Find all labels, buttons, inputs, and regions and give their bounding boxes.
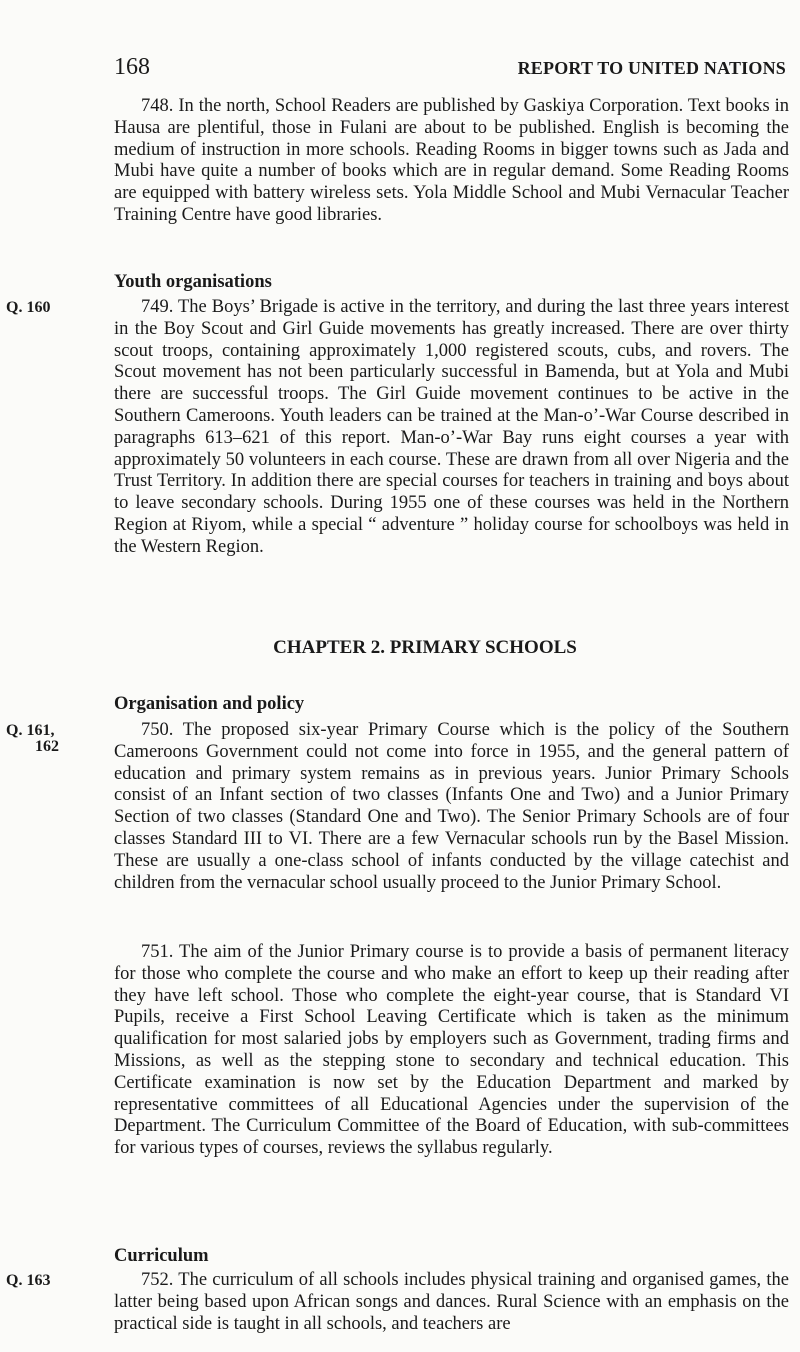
paragraph-751-text: 751. The aim of the Junior Primary course is to provide a basis of permanent literacy for those who complete the course and who make an effort to keep up their reading after they have left school. Those who complete the eight-year course, that is Standard VI Pupils, receive a First School Leaving Certificate which is taken as the minimum qualification for most salaried jobs by employers such as Government, trading firms and Missions, as well as the stepping stone to secondary and technical education. This Certificate examination is now set by the Education Department and marked by representative committees of all Educational Agencies under the supervision of the Department. The Curriculum Committee of the Board of Education, with sub-committees for various types of courses, reviews the syllabus regularly. bbox=[114, 942, 789, 1159]
paragraph-752-text: 752. The curriculum of all schools includes physical training and organised games, the latter being based upon African songs and dances. Rural Science with an emphasis on the practical side is taught in all schools, and teachers are bbox=[114, 1270, 789, 1334]
heading-curriculum: Curriculum bbox=[114, 1246, 209, 1266]
margin-note-q160: Q. 160 bbox=[6, 299, 51, 316]
heading-organisation-policy: Organisation and policy bbox=[114, 694, 305, 714]
margin-note-q161-162 bbox=[6, 723, 106, 755]
running-head: REPORT TO UNITED NATIONS bbox=[517, 58, 786, 78]
paragraph-750 bbox=[114, 720, 789, 894]
margin-note-q162: 162 bbox=[35, 738, 59, 755]
chapter-title: CHAPTER 2. PRIMARY SCHOOLS bbox=[273, 637, 577, 658]
paragraph-748 bbox=[114, 96, 789, 227]
margin-note-q163: Q. 163 bbox=[6, 1272, 51, 1289]
paragraph-749 bbox=[114, 297, 789, 559]
paragraph-748-text: 748. In the north, School Readers are published by Gaskiya Corporation. Text books in Hausa are plentiful, those in Fulani are about to be published. English is becoming the medium of instruction in more schools. Reading Rooms in bigger towns such as Jada and Mubi have quite a number of books which are in regular demand. Some Reading Rooms are equipped with battery wireless sets. Yola Middle School and Mubi Vernacular Teacher Training Centre have good libraries. bbox=[114, 96, 789, 225]
paragraph-751 bbox=[114, 942, 789, 1160]
paragraph-752 bbox=[114, 1270, 789, 1335]
margin-note-q161: Q. 161, bbox=[6, 722, 55, 739]
paragraph-749-text: 749. The Boys’ Brigade is active in the territory, and during the last three years interest in the Boy Scout and Girl Guide movements has greatly increased. There are over thirty scout troops, containing approximately 1,000 registered scouts, cubs, and rovers. The Scout movement has not been particularly successful in Bamenda, but at Yola and Mubi there are successful troops. The Girl Guide movement continues to be active in the Southern Cameroons. Youth leaders can be trained at the Man-o’-War Course described in paragraphs 613–621 of this report. Man-o’-War Bay runs eight courses a year with approximately 50 volunteers in each course. These are drawn from all over Nigeria and the Trust Territory. In addition there are special courses for teachers in training and boys about to leave secondary schools. During 1955 one of these courses was held in the Northern Region at Riyom, while a special “ adventure ” holiday course for schoolboys was held in the Western Region. bbox=[114, 297, 789, 557]
page-header bbox=[114, 54, 786, 84]
paragraph-750-text: 750. The proposed six-year Primary Course which is the policy of the Southern Cameroons Government could not come into force in 1955, and the general pattern of education and primary system remains as in previous years. Junior Primary Schools consist of an Infant section of two classes (Infants One and Two) and a Junior Primary Section of two classes (Standard One and Two). The Senior Primary Schools are of four classes Standard III to VI. There are a few Vernacular schools run by the Basel Mission. These are usually a one-class school of infants conducted by the village catechist and children from the vernacular school usually proceed to the Junior Primary School. bbox=[114, 720, 789, 893]
heading-youth-organisations: Youth organisations bbox=[114, 272, 272, 292]
page-number: 168 bbox=[114, 54, 150, 80]
